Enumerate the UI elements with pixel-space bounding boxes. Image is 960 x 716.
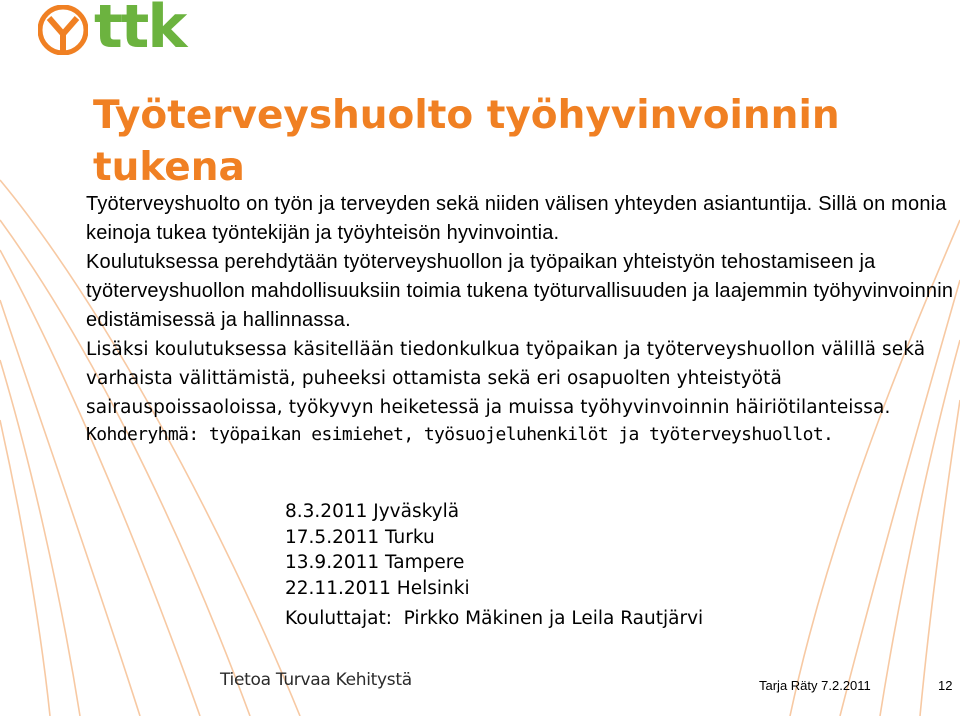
logo-wordmark: ttk [94,0,186,62]
page-title: Työterveyshuolto työhyvinvoinnin tukena [93,93,840,190]
schedule-item: 17.5.2011 Turku [285,526,435,548]
schedule-list [285,499,470,601]
training-paragraph: Koulutuksessa perehdytään työterveyshuollon ja työpaikan yhteistyön tehostamiseen ja työterveyshuollon mahdollisuuksiin toimia tukena työturvallisuuden ja laajemmin työhyvinvoinnin edistämisessä ja hallinnassa. [86,251,954,331]
page-number: 12 [938,678,953,693]
ttk-logo [38,0,186,62]
tagline: Tietoa Turvaa Kehitystä [220,670,412,690]
body-text [86,190,956,448]
schedule-item: 8.3.2011 Jyväskylä [285,501,460,522]
intro-paragraph: Työterveyshuolto on työn ja terveyden sekä niiden välisen yhteyden asiantuntija. Sillä on monia keinoja tukea työntekijän ja työyhteisön hyvinvointia. [86,193,947,244]
schedule-item: 22.11.2011 Helsinki [285,577,470,599]
footer-author-date: Tarja Räty 7.2.2011 [759,678,871,693]
schedule-item: 13.9.2011 Tampere [285,552,465,574]
additional-topics-paragraph: Lisäksi koulutuksessa käsitellään tiedonkulkua työpaikan ja työterveyshuollon välillä sekä varhaista välittämistä, puheeksi ottamista sekä eri osapuolten yhteistyötä sairauspoissaoloissa, työkyvyn heiketessä ja muissa työhyvinvoinnin häiriötilanteissa. [86,339,926,418]
target-group-paragraph: Kohderyhmä: työpaikan esimiehet, työsuojeluhenkilöt ja työterveyshuollot. [86,424,834,445]
ttk-logo-emblem-icon [38,5,88,55]
trainers-line: Kouluttajat: Pirkko Mäkinen ja Leila Rautjärvi [285,608,704,629]
